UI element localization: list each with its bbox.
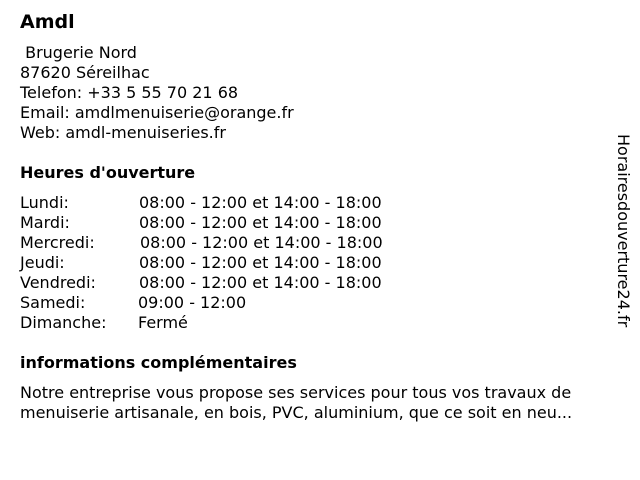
contact-block — [20, 43, 294, 143]
address-city: 87620 Séreilhac — [20, 63, 150, 82]
hours-row-tuesday — [20, 213, 440, 233]
day-label: Lundi: — [20, 193, 69, 212]
web-label: Web: — [20, 123, 61, 142]
day-label: Samedi: — [20, 293, 86, 312]
day-hours: 08:00 - 12:00 et 14:00 - 18:00 — [140, 233, 383, 252]
email-label: Email: — [20, 103, 70, 122]
day-hours: 08:00 - 12:00 et 14:00 - 18:00 — [139, 253, 382, 272]
hours-row-saturday — [20, 293, 440, 313]
hours-row-wednesday — [20, 233, 440, 253]
day-label: Dimanche: — [20, 313, 107, 332]
day-hours: 09:00 - 12:00 — [138, 293, 247, 312]
source-watermark: Horairesdouverture24.fr — [614, 134, 633, 328]
phone-line — [20, 83, 294, 103]
info-line: menuiserie artisanale, en bois, PVC, aluminium, que ce soit en neu... — [20, 403, 573, 422]
opening-hours-table — [20, 193, 440, 333]
email-line — [20, 103, 294, 123]
day-hours: 08:00 - 12:00 et 14:00 - 18:00 — [139, 273, 382, 292]
day-label: Vendredi: — [20, 273, 96, 292]
hours-row-monday — [20, 193, 440, 213]
info-line: Notre entreprise vous propose ses services pour tous vos travaux de — [20, 383, 572, 402]
hours-row-sunday — [20, 313, 440, 333]
additional-info-heading: informations complémentaires — [20, 353, 297, 372]
day-hours: 08:00 - 12:00 et 14:00 - 18:00 — [139, 193, 382, 212]
business-name: Amdl — [20, 11, 75, 33]
additional-info-text — [20, 383, 630, 423]
phone-label: Telefon: — [20, 83, 83, 102]
website-link[interactable]: amdl-menuiseries.fr — [65, 123, 226, 142]
address-street: Brugerie Nord — [20, 43, 137, 62]
web-line — [20, 123, 294, 143]
hours-row-friday — [20, 273, 440, 293]
day-hours: Fermé — [138, 313, 188, 332]
day-label: Jeudi: — [20, 253, 65, 272]
opening-hours-heading: Heures d'ouverture — [20, 163, 196, 182]
phone-number[interactable]: +33 5 55 70 21 68 — [87, 83, 239, 102]
email-address[interactable]: amdlmenuiserie@orange.fr — [74, 103, 294, 122]
day-hours: 08:00 - 12:00 et 14:00 - 18:00 — [139, 213, 382, 232]
day-label: Mercredi: — [20, 233, 95, 252]
day-label: Mardi: — [20, 213, 70, 232]
hours-row-thursday — [20, 253, 440, 273]
